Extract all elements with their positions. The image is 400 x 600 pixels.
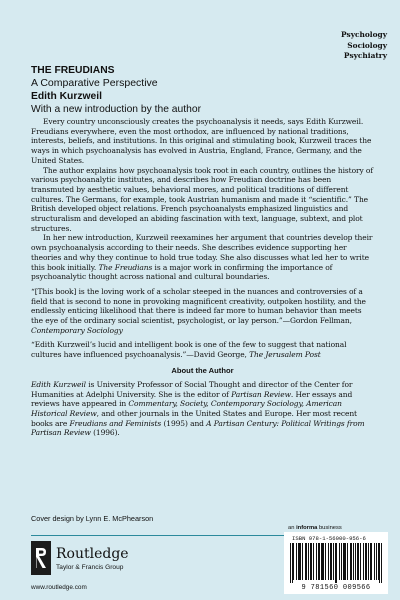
cover-design-credit: Cover design by Lynn E. McPhearson bbox=[31, 514, 154, 523]
subject-psychiatry: Psychiatry bbox=[343, 51, 387, 61]
book-title: THE FREUDIANS bbox=[31, 65, 115, 76]
about-author-text: Edith Kurzweil is University Professor of Social Thought and director of the Center for Humanities at Adelphi University. She is the editor of Partisan Review. Her essays and reviews have appeared in Commentary, Society, Contemporary Sociology, American Historical Review, and other journals in the United States and Europe. Her most recent books are Freudians and Feminists (1995) and A Partisan Century: Political Writings from Partisan Review (1996). bbox=[31, 379, 365, 438]
informa-tagline: an informa business bbox=[288, 525, 342, 531]
routledge-logo-icon bbox=[31, 541, 51, 575]
review-quote-fellman: “[This book] is the loving work of a scholar steeped in the nuances and controversies of a field that is second to none in provoking magnificent creativity, outpoken hostility, and the endlessly enticing likelihood that there is indeed far more to human behavior than meets the eye of the ordinary social scientist, psychologist, or lay person.”—Gordon Fellman, Contemporary Sociology bbox=[31, 286, 366, 335]
cover-body bbox=[31, 64, 374, 438]
subject-sociology: Sociology bbox=[347, 40, 387, 50]
publisher-name: Routledge bbox=[56, 546, 129, 562]
review-quote-george: “Edith Kurzweil’s lucid and intelligent book is one of the few to suggest that national cultures have influenced psychoanalysis.”—David George, The Jerusalem Post bbox=[31, 340, 347, 360]
barcode-icon bbox=[290, 543, 382, 583]
subject-categories bbox=[341, 30, 387, 62]
review-source: Contemporary Sociology bbox=[31, 325, 123, 335]
description-paragraph-1: Every country unconsciously creates the psychoanalysis it needs, says Edith Kurzweil. Freudians everywhere, even the most orthodox, are influenced by national traditions, interests, beliefs, and institutions. In this original and stimulating book, Kurzweil traces the ways in which psychoanalysis has evolved in Austria, England, France, Germany, and the United States. bbox=[31, 117, 372, 165]
publisher-group: Taylor & Francis Group bbox=[56, 564, 124, 571]
publisher-url: www.routledge.com bbox=[31, 584, 87, 591]
about-author-heading: About the Author bbox=[171, 365, 234, 375]
description-paragraph-2: The author explains how psychoanalysis took root in each country, outlines the history of various psychoanalytic institutes, and describes how Freudian doctrine has been transmuted by aesthetic values, behavioral mores, and political traditions of different cultures. The Germans, for example, took Austrian humanism and made it “scientific.” The British developed object relations. French psychoanalysts emphasized linguistics and structuralism and developed an abiding fascination with text, language, subtext, and plot structures. bbox=[31, 165, 373, 233]
book-author: Edith Kurzweil bbox=[31, 91, 102, 102]
new-introduction-note: With a new introduction by the author bbox=[31, 104, 201, 115]
isbn-label: ISBN 978-1-56000-956-6 bbox=[292, 535, 366, 542]
subject-psychology: Psychology bbox=[340, 30, 387, 39]
book-subtitle: A Comparative Perspective bbox=[31, 77, 158, 89]
barcode-number: 9 781560 009566 bbox=[301, 584, 371, 592]
description-paragraph-3: In her new introduction, Kurzweil reexamines her argument that countries develop their own psychoanalysis according to their needs. She describes evidence supporting her theories and why they continue to hold true today. She also discusses what led her to write this book initially. The Freudians is a major work in confirming the importance of psychoanalytic thought across national and cultural boundaries. bbox=[31, 233, 373, 282]
review-source: The Jerusalem Post bbox=[249, 350, 321, 360]
barcode-panel bbox=[284, 532, 388, 594]
